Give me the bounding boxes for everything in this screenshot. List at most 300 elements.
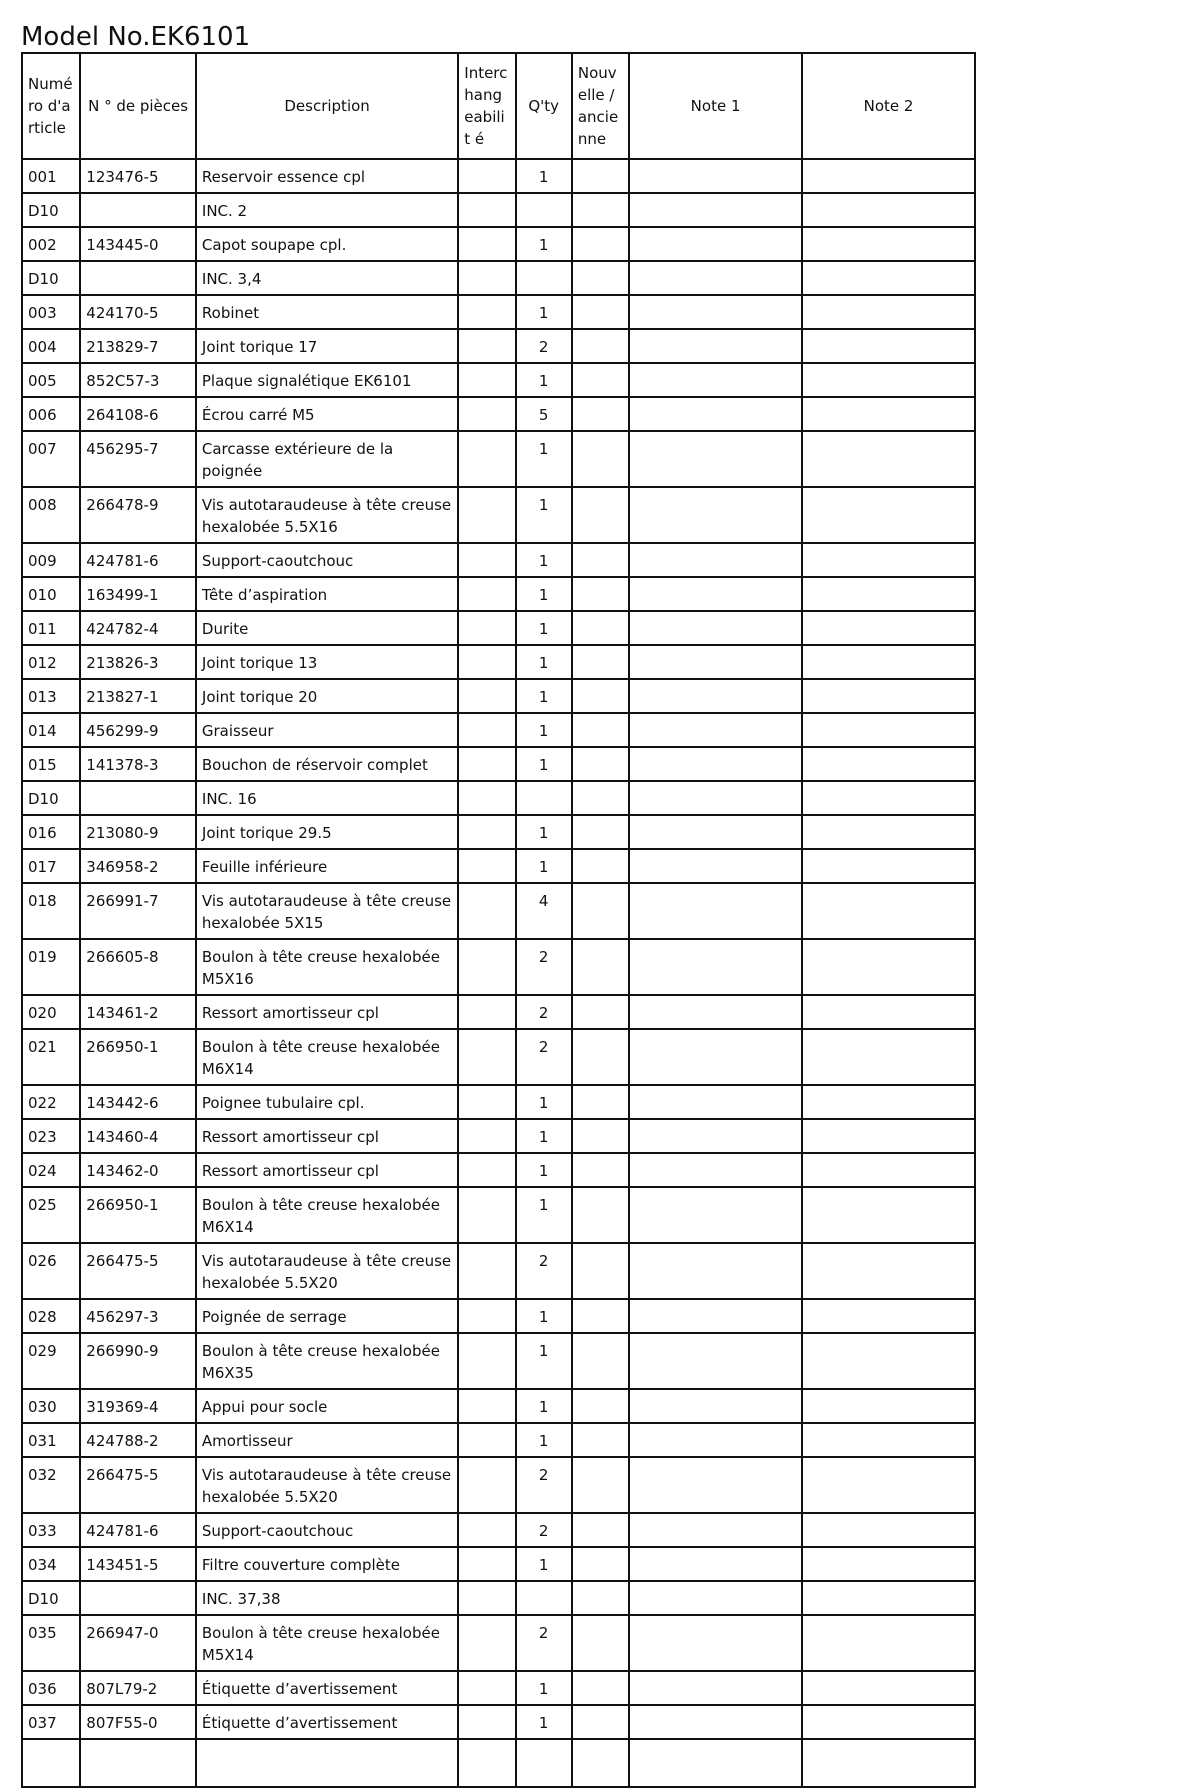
interchangeability-cell bbox=[458, 815, 515, 849]
interchangeability-cell bbox=[458, 939, 515, 995]
description-cell: Vis autotaraudeuse à tête creuse hexalobée 5X15 bbox=[196, 883, 458, 939]
table-row bbox=[22, 487, 975, 543]
description-cell: Reservoir essence cpl bbox=[196, 159, 458, 193]
quantity-cell: 1 bbox=[516, 1085, 572, 1119]
description-cell: Étiquette d’avertissement bbox=[196, 1705, 458, 1739]
interchangeability-cell bbox=[458, 1739, 515, 1787]
part-number-cell: 456295-7 bbox=[80, 431, 196, 487]
interchangeability-cell bbox=[458, 747, 515, 781]
description-cell: Joint torique 13 bbox=[196, 645, 458, 679]
table-row bbox=[22, 1389, 975, 1423]
interchangeability-cell bbox=[458, 713, 515, 747]
part-number-cell: 213829-7 bbox=[80, 329, 196, 363]
quantity-cell: 2 bbox=[516, 1457, 572, 1513]
header-description: Description bbox=[196, 53, 458, 159]
quantity-cell: 1 bbox=[516, 679, 572, 713]
note-2-cell bbox=[802, 1457, 975, 1513]
note-1-cell bbox=[629, 747, 802, 781]
description-cell: Support-caoutchouc bbox=[196, 1513, 458, 1547]
note-2-cell bbox=[802, 747, 975, 781]
table-row bbox=[22, 747, 975, 781]
article-number-cell: 032 bbox=[22, 1457, 80, 1513]
table-row bbox=[22, 679, 975, 713]
note-1-cell bbox=[629, 1705, 802, 1739]
article-number-cell: 011 bbox=[22, 611, 80, 645]
table-row bbox=[22, 577, 975, 611]
note-1-cell bbox=[629, 713, 802, 747]
quantity-cell bbox=[516, 1739, 572, 1787]
page-title: Model No.EK6101 bbox=[21, 22, 251, 52]
quantity-cell: 1 bbox=[516, 713, 572, 747]
description-cell: Tête d’aspiration bbox=[196, 577, 458, 611]
note-2-cell bbox=[802, 295, 975, 329]
interchangeability-cell bbox=[458, 431, 515, 487]
note-1-cell bbox=[629, 849, 802, 883]
article-number-cell: 019 bbox=[22, 939, 80, 995]
note-2-cell bbox=[802, 1029, 975, 1085]
description-cell: Feuille inférieure bbox=[196, 849, 458, 883]
quantity-cell: 2 bbox=[516, 1243, 572, 1299]
new-old-cell bbox=[572, 1547, 629, 1581]
new-old-cell bbox=[572, 1513, 629, 1547]
note-1-cell bbox=[629, 1615, 802, 1671]
note-1-cell bbox=[629, 939, 802, 995]
note-1-cell bbox=[629, 1671, 802, 1705]
interchangeability-cell bbox=[458, 1457, 515, 1513]
quantity-cell: 1 bbox=[516, 227, 572, 261]
quantity-cell: 1 bbox=[516, 1547, 572, 1581]
header-quantity: Q'ty bbox=[516, 53, 572, 159]
note-2-cell bbox=[802, 815, 975, 849]
part-number-cell: 424170-5 bbox=[80, 295, 196, 329]
table-row bbox=[22, 1547, 975, 1581]
article-number-cell: 035 bbox=[22, 1615, 80, 1671]
part-number-cell: 213080-9 bbox=[80, 815, 196, 849]
note-1-cell bbox=[629, 1029, 802, 1085]
description-cell: Boulon à tête creuse hexalobée M6X14 bbox=[196, 1187, 458, 1243]
description-cell: Poignée de serrage bbox=[196, 1299, 458, 1333]
quantity-cell: 5 bbox=[516, 397, 572, 431]
new-old-cell bbox=[572, 1299, 629, 1333]
table-row bbox=[22, 1085, 975, 1119]
interchangeability-cell bbox=[458, 227, 515, 261]
quantity-cell: 1 bbox=[516, 577, 572, 611]
article-number-cell: 012 bbox=[22, 645, 80, 679]
quantity-cell: 1 bbox=[516, 1705, 572, 1739]
note-2-cell bbox=[802, 1187, 975, 1243]
part-number-cell: 852C57-3 bbox=[80, 363, 196, 397]
new-old-cell bbox=[572, 713, 629, 747]
table-row bbox=[22, 1513, 975, 1547]
description-cell: Ressort amortisseur cpl bbox=[196, 1153, 458, 1187]
description-cell: Filtre couverture complète bbox=[196, 1547, 458, 1581]
note-1-cell bbox=[629, 1423, 802, 1457]
note-2-cell bbox=[802, 1153, 975, 1187]
header-part-number: N ° de pièces bbox=[80, 53, 196, 159]
table-header-row bbox=[22, 53, 975, 159]
quantity-cell: 2 bbox=[516, 995, 572, 1029]
table-row bbox=[22, 849, 975, 883]
table-row bbox=[22, 1119, 975, 1153]
note-1-cell bbox=[629, 227, 802, 261]
article-number-cell: 037 bbox=[22, 1705, 80, 1739]
description-cell: Boulon à tête creuse hexalobée M6X35 bbox=[196, 1333, 458, 1389]
note-1-cell bbox=[629, 431, 802, 487]
table-row bbox=[22, 295, 975, 329]
article-number-cell: 004 bbox=[22, 329, 80, 363]
quantity-cell: 1 bbox=[516, 1119, 572, 1153]
quantity-cell: 1 bbox=[516, 543, 572, 577]
quantity-cell: 1 bbox=[516, 431, 572, 487]
table-row bbox=[22, 1457, 975, 1513]
article-number-cell: 034 bbox=[22, 1547, 80, 1581]
note-2-cell bbox=[802, 1423, 975, 1457]
interchangeability-cell bbox=[458, 1333, 515, 1389]
article-number-cell: 002 bbox=[22, 227, 80, 261]
note-1-cell bbox=[629, 815, 802, 849]
quantity-cell: 4 bbox=[516, 883, 572, 939]
quantity-cell: 2 bbox=[516, 1513, 572, 1547]
new-old-cell bbox=[572, 1389, 629, 1423]
part-number-cell: 123476-5 bbox=[80, 159, 196, 193]
interchangeability-cell bbox=[458, 1705, 515, 1739]
description-cell: Poignee tubulaire cpl. bbox=[196, 1085, 458, 1119]
new-old-cell bbox=[572, 329, 629, 363]
description-cell: Durite bbox=[196, 611, 458, 645]
part-number-cell: 143462-0 bbox=[80, 1153, 196, 1187]
article-number-cell: 026 bbox=[22, 1243, 80, 1299]
quantity-cell: 1 bbox=[516, 849, 572, 883]
new-old-cell bbox=[572, 1457, 629, 1513]
part-number-cell: 424781-6 bbox=[80, 1513, 196, 1547]
table-row bbox=[22, 397, 975, 431]
quantity-cell: 1 bbox=[516, 1333, 572, 1389]
table-row bbox=[22, 1153, 975, 1187]
part-number-cell: 266991-7 bbox=[80, 883, 196, 939]
interchangeability-cell bbox=[458, 1085, 515, 1119]
interchangeability-cell bbox=[458, 1187, 515, 1243]
article-number-cell: 021 bbox=[22, 1029, 80, 1085]
note-2-cell bbox=[802, 849, 975, 883]
article-number-cell: 008 bbox=[22, 487, 80, 543]
new-old-cell bbox=[572, 645, 629, 679]
part-number-cell: 266947-0 bbox=[80, 1615, 196, 1671]
new-old-cell bbox=[572, 883, 629, 939]
interchangeability-cell bbox=[458, 397, 515, 431]
interchangeability-cell bbox=[458, 577, 515, 611]
quantity-cell: 1 bbox=[516, 611, 572, 645]
note-2-cell bbox=[802, 261, 975, 295]
article-number-cell: 005 bbox=[22, 363, 80, 397]
description-cell: Ressort amortisseur cpl bbox=[196, 995, 458, 1029]
description-cell: Boulon à tête creuse hexalobée M5X16 bbox=[196, 939, 458, 995]
interchangeability-cell bbox=[458, 1243, 515, 1299]
interchangeability-cell bbox=[458, 1119, 515, 1153]
new-old-cell bbox=[572, 577, 629, 611]
part-number-cell: 346958-2 bbox=[80, 849, 196, 883]
note-2-cell bbox=[802, 939, 975, 995]
interchangeability-cell bbox=[458, 849, 515, 883]
interchangeability-cell bbox=[458, 159, 515, 193]
part-number-cell bbox=[80, 1581, 196, 1615]
table-row bbox=[22, 1705, 975, 1739]
note-1-cell bbox=[629, 543, 802, 577]
new-old-cell bbox=[572, 363, 629, 397]
table-row bbox=[22, 543, 975, 577]
article-number-cell: D10 bbox=[22, 193, 80, 227]
table-row bbox=[22, 1187, 975, 1243]
note-2-cell bbox=[802, 577, 975, 611]
note-1-cell bbox=[629, 577, 802, 611]
interchangeability-cell bbox=[458, 1547, 515, 1581]
new-old-cell bbox=[572, 1029, 629, 1085]
quantity-cell: 1 bbox=[516, 645, 572, 679]
article-number-cell: D10 bbox=[22, 1581, 80, 1615]
part-number-cell: 266990-9 bbox=[80, 1333, 196, 1389]
description-cell: INC. 16 bbox=[196, 781, 458, 815]
interchangeability-cell bbox=[458, 193, 515, 227]
new-old-cell bbox=[572, 1085, 629, 1119]
description-cell: INC. 2 bbox=[196, 193, 458, 227]
new-old-cell bbox=[572, 679, 629, 713]
article-number-cell: 018 bbox=[22, 883, 80, 939]
new-old-cell bbox=[572, 1739, 629, 1787]
note-2-cell bbox=[802, 227, 975, 261]
parts-table bbox=[21, 52, 976, 1788]
note-1-cell bbox=[629, 1739, 802, 1787]
table-row bbox=[22, 261, 975, 295]
article-number-cell: 024 bbox=[22, 1153, 80, 1187]
table-row bbox=[22, 781, 975, 815]
table-row bbox=[22, 1333, 975, 1389]
new-old-cell bbox=[572, 781, 629, 815]
new-old-cell bbox=[572, 1187, 629, 1243]
interchangeability-cell bbox=[458, 883, 515, 939]
description-cell: Plaque signalétique EK6101 bbox=[196, 363, 458, 397]
new-old-cell bbox=[572, 431, 629, 487]
table-row bbox=[22, 159, 975, 193]
quantity-cell bbox=[516, 261, 572, 295]
note-1-cell bbox=[629, 645, 802, 679]
note-2-cell bbox=[802, 1389, 975, 1423]
table-row bbox=[22, 611, 975, 645]
quantity-cell: 2 bbox=[516, 1029, 572, 1085]
description-cell: Joint torique 29.5 bbox=[196, 815, 458, 849]
note-2-cell bbox=[802, 1705, 975, 1739]
note-2-cell bbox=[802, 193, 975, 227]
description-cell: Support-caoutchouc bbox=[196, 543, 458, 577]
description-cell bbox=[196, 1739, 458, 1787]
note-2-cell bbox=[802, 1547, 975, 1581]
interchangeability-cell bbox=[458, 487, 515, 543]
description-cell: INC. 37,38 bbox=[196, 1581, 458, 1615]
article-number-cell: 017 bbox=[22, 849, 80, 883]
note-1-cell bbox=[629, 781, 802, 815]
new-old-cell bbox=[572, 397, 629, 431]
note-2-cell bbox=[802, 1581, 975, 1615]
article-number-cell: 014 bbox=[22, 713, 80, 747]
header-note-1: Note 1 bbox=[629, 53, 802, 159]
note-2-cell bbox=[802, 159, 975, 193]
note-2-cell bbox=[802, 431, 975, 487]
new-old-cell bbox=[572, 1243, 629, 1299]
part-number-cell: 143451-5 bbox=[80, 1547, 196, 1581]
new-old-cell bbox=[572, 611, 629, 645]
note-1-cell bbox=[629, 1085, 802, 1119]
note-2-cell bbox=[802, 329, 975, 363]
note-1-cell bbox=[629, 261, 802, 295]
table-row bbox=[22, 1299, 975, 1333]
article-number-cell: 003 bbox=[22, 295, 80, 329]
note-2-cell bbox=[802, 679, 975, 713]
new-old-cell bbox=[572, 261, 629, 295]
table-row bbox=[22, 1243, 975, 1299]
table-row bbox=[22, 1739, 975, 1787]
description-cell: Joint torique 17 bbox=[196, 329, 458, 363]
table-row bbox=[22, 193, 975, 227]
note-1-cell bbox=[629, 363, 802, 397]
table-row bbox=[22, 1423, 975, 1457]
part-number-cell: 424782-4 bbox=[80, 611, 196, 645]
new-old-cell bbox=[572, 193, 629, 227]
note-2-cell bbox=[802, 1513, 975, 1547]
interchangeability-cell bbox=[458, 1299, 515, 1333]
description-cell: Joint torique 20 bbox=[196, 679, 458, 713]
part-number-cell bbox=[80, 1739, 196, 1787]
note-1-cell bbox=[629, 679, 802, 713]
interchangeability-cell bbox=[458, 1389, 515, 1423]
part-number-cell: 319369-4 bbox=[80, 1389, 196, 1423]
article-number-cell: 033 bbox=[22, 1513, 80, 1547]
table-body bbox=[22, 159, 975, 1787]
note-1-cell bbox=[629, 1513, 802, 1547]
interchangeability-cell bbox=[458, 543, 515, 577]
new-old-cell bbox=[572, 995, 629, 1029]
part-number-cell: 807L79-2 bbox=[80, 1671, 196, 1705]
table-row bbox=[22, 329, 975, 363]
note-1-cell bbox=[629, 1547, 802, 1581]
note-1-cell bbox=[629, 1389, 802, 1423]
article-number-cell: 006 bbox=[22, 397, 80, 431]
quantity-cell: 2 bbox=[516, 329, 572, 363]
part-number-cell: 266475-5 bbox=[80, 1457, 196, 1513]
note-2-cell bbox=[802, 1243, 975, 1299]
table-row bbox=[22, 363, 975, 397]
description-cell: INC. 3,4 bbox=[196, 261, 458, 295]
table-row bbox=[22, 1671, 975, 1705]
description-cell: Écrou carré M5 bbox=[196, 397, 458, 431]
part-number-cell: 143442-6 bbox=[80, 1085, 196, 1119]
new-old-cell bbox=[572, 815, 629, 849]
part-number-cell: 456297-3 bbox=[80, 1299, 196, 1333]
note-1-cell bbox=[629, 1119, 802, 1153]
part-number-cell: 424781-6 bbox=[80, 543, 196, 577]
note-1-cell bbox=[629, 611, 802, 645]
new-old-cell bbox=[572, 1153, 629, 1187]
note-1-cell bbox=[629, 1581, 802, 1615]
article-number-cell: 022 bbox=[22, 1085, 80, 1119]
new-old-cell bbox=[572, 1333, 629, 1389]
note-2-cell bbox=[802, 1615, 975, 1671]
note-1-cell bbox=[629, 883, 802, 939]
note-2-cell bbox=[802, 1119, 975, 1153]
note-2-cell bbox=[802, 487, 975, 543]
note-1-cell bbox=[629, 995, 802, 1029]
header-interchangeability: Interc hang eabilit é bbox=[458, 53, 515, 159]
table-row bbox=[22, 883, 975, 939]
quantity-cell: 1 bbox=[516, 295, 572, 329]
note-2-cell bbox=[802, 1671, 975, 1705]
description-cell: Boulon à tête creuse hexalobée M5X14 bbox=[196, 1615, 458, 1671]
note-1-cell bbox=[629, 397, 802, 431]
table-row bbox=[22, 995, 975, 1029]
description-cell: Robinet bbox=[196, 295, 458, 329]
part-number-cell bbox=[80, 261, 196, 295]
article-number-cell: 016 bbox=[22, 815, 80, 849]
table-row bbox=[22, 431, 975, 487]
note-1-cell bbox=[629, 193, 802, 227]
quantity-cell: 1 bbox=[516, 1187, 572, 1243]
interchangeability-cell bbox=[458, 1423, 515, 1457]
part-number-cell: 143461-2 bbox=[80, 995, 196, 1029]
quantity-cell: 1 bbox=[516, 1423, 572, 1457]
part-number-cell: 266475-5 bbox=[80, 1243, 196, 1299]
note-2-cell bbox=[802, 995, 975, 1029]
description-cell: Carcasse extérieure de la poignée bbox=[196, 431, 458, 487]
quantity-cell: 2 bbox=[516, 1615, 572, 1671]
quantity-cell bbox=[516, 781, 572, 815]
note-1-cell bbox=[629, 159, 802, 193]
interchangeability-cell bbox=[458, 295, 515, 329]
part-number-cell: 264108-6 bbox=[80, 397, 196, 431]
parts-table-container bbox=[21, 52, 976, 1732]
quantity-cell: 1 bbox=[516, 1389, 572, 1423]
new-old-cell bbox=[572, 1423, 629, 1457]
part-number-cell: 266478-9 bbox=[80, 487, 196, 543]
note-2-cell bbox=[802, 645, 975, 679]
description-cell: Ressort amortisseur cpl bbox=[196, 1119, 458, 1153]
part-number-cell: 141378-3 bbox=[80, 747, 196, 781]
part-number-cell: 424788-2 bbox=[80, 1423, 196, 1457]
note-1-cell bbox=[629, 329, 802, 363]
new-old-cell bbox=[572, 487, 629, 543]
table-row bbox=[22, 645, 975, 679]
interchangeability-cell bbox=[458, 1513, 515, 1547]
note-1-cell bbox=[629, 1243, 802, 1299]
article-number-cell: 031 bbox=[22, 1423, 80, 1457]
part-number-cell: 213826-3 bbox=[80, 645, 196, 679]
description-cell: Étiquette d’avertissement bbox=[196, 1671, 458, 1705]
new-old-cell bbox=[572, 543, 629, 577]
note-2-cell bbox=[802, 1333, 975, 1389]
article-number-cell: D10 bbox=[22, 781, 80, 815]
description-cell: Boulon à tête creuse hexalobée M6X14 bbox=[196, 1029, 458, 1085]
header-article-number: Numé ro d'a rticle bbox=[22, 53, 80, 159]
part-number-cell: 456299-9 bbox=[80, 713, 196, 747]
article-number-cell: 025 bbox=[22, 1187, 80, 1243]
quantity-cell: 1 bbox=[516, 159, 572, 193]
interchangeability-cell bbox=[458, 781, 515, 815]
article-number-cell: 010 bbox=[22, 577, 80, 611]
interchangeability-cell bbox=[458, 611, 515, 645]
new-old-cell bbox=[572, 1615, 629, 1671]
article-number-cell: 028 bbox=[22, 1299, 80, 1333]
article-number-cell: 036 bbox=[22, 1671, 80, 1705]
interchangeability-cell bbox=[458, 645, 515, 679]
article-number-cell: 020 bbox=[22, 995, 80, 1029]
part-number-cell bbox=[80, 781, 196, 815]
note-1-cell bbox=[629, 487, 802, 543]
